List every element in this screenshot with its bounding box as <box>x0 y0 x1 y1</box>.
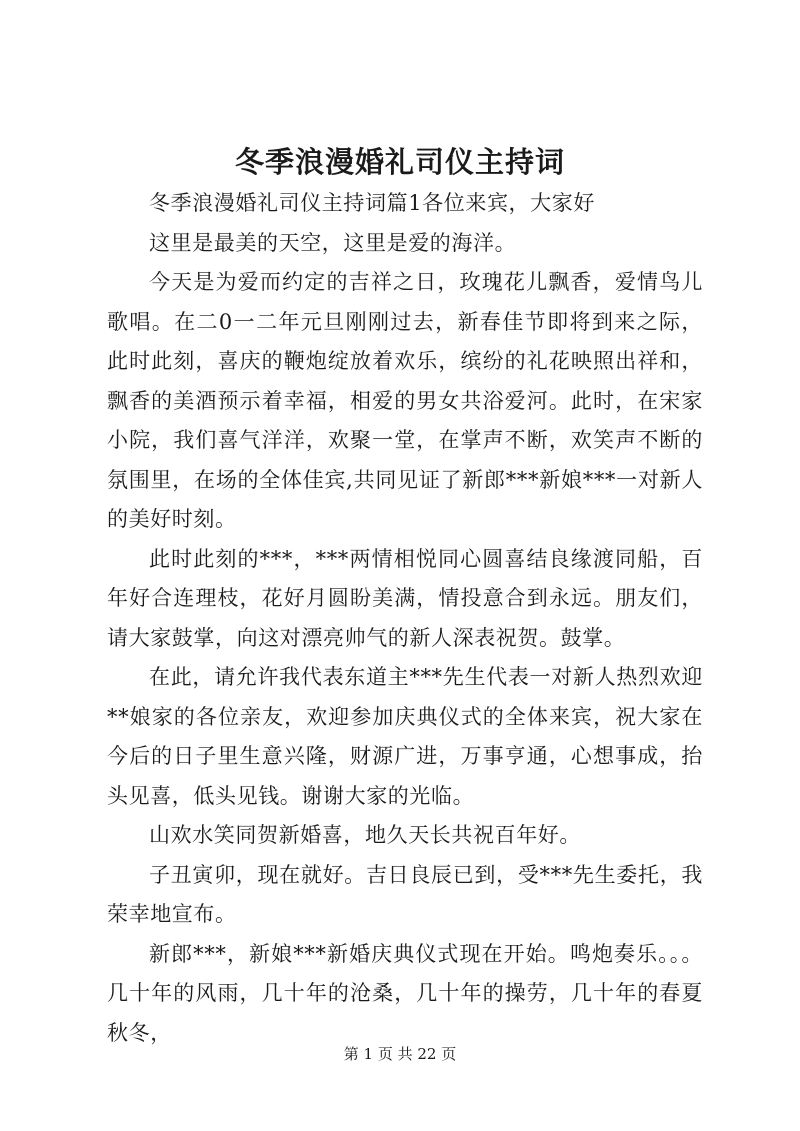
paragraph-2: 这里是最美的天空，这里是爱的海洋。 <box>149 230 517 255</box>
paragraph-4: 此时此刻的***，***两情相悦同心圆喜结良缘渡同船，百年好合连理枝，花好月圆盼美满，情投意合到永远。朋友们，请大家鼓掌，向这对漂亮帅气的新人深表祝贺。鼓掌。 <box>107 546 703 650</box>
document-body <box>107 184 703 1053</box>
paragraph-5: 在此，请允许我代表东道主***先生代表一对新人热烈欢迎**娘家的各位亲友，欢迎参加庆典仪式的全体来宾，祝大家在今后的日子里生意兴隆，财源广进，万事亨通，心想事成，抬头见喜，低头见钱。谢谢大家的光临。 <box>107 665 703 808</box>
paragraph-8: 新郎***，新娘***新婚庆典仪式现在开始。鸣炮奏乐。。。几十年的风雨，几十年的沧桑，几十年的操劳，几十年的春夏秋冬， <box>107 941 703 1045</box>
paragraph-1: 冬季浪漫婚礼司仪主持词篇1各位来宾，大家好 <box>149 191 595 215</box>
document-title: 冬季浪漫婚礼司仪主持词 <box>234 145 565 179</box>
paragraph-3: 今天是为爱而约定的吉祥之日，玫瑰花儿飘香，爱情鸟儿歌唱。在二0一二年元旦刚刚过去，新春佳节即将到来之际，此时此刻，喜庆的鞭炮绽放着欢乐，缤纷的礼花映照出祥和，飘香的美酒预示着幸福，相爱的男女共浴爱河。此时，在宋家小院，我们喜气洋洋，欢聚一堂，在掌声不断，欢笑声不断的氛围里，在场的全体佳宾,共同见证了新郎***新娘***一对新人的美好时刻。 <box>107 270 703 531</box>
page-footer: 第 1 页 共 22 页 <box>343 1045 457 1063</box>
paragraph-6: 山欢水笑同贺新婚喜，地久天长共祝百年好。 <box>149 823 581 847</box>
paragraph-7: 子丑寅卯，现在就好。吉日良辰已到，受***先生委托，我荣幸地宣布。 <box>107 862 703 926</box>
